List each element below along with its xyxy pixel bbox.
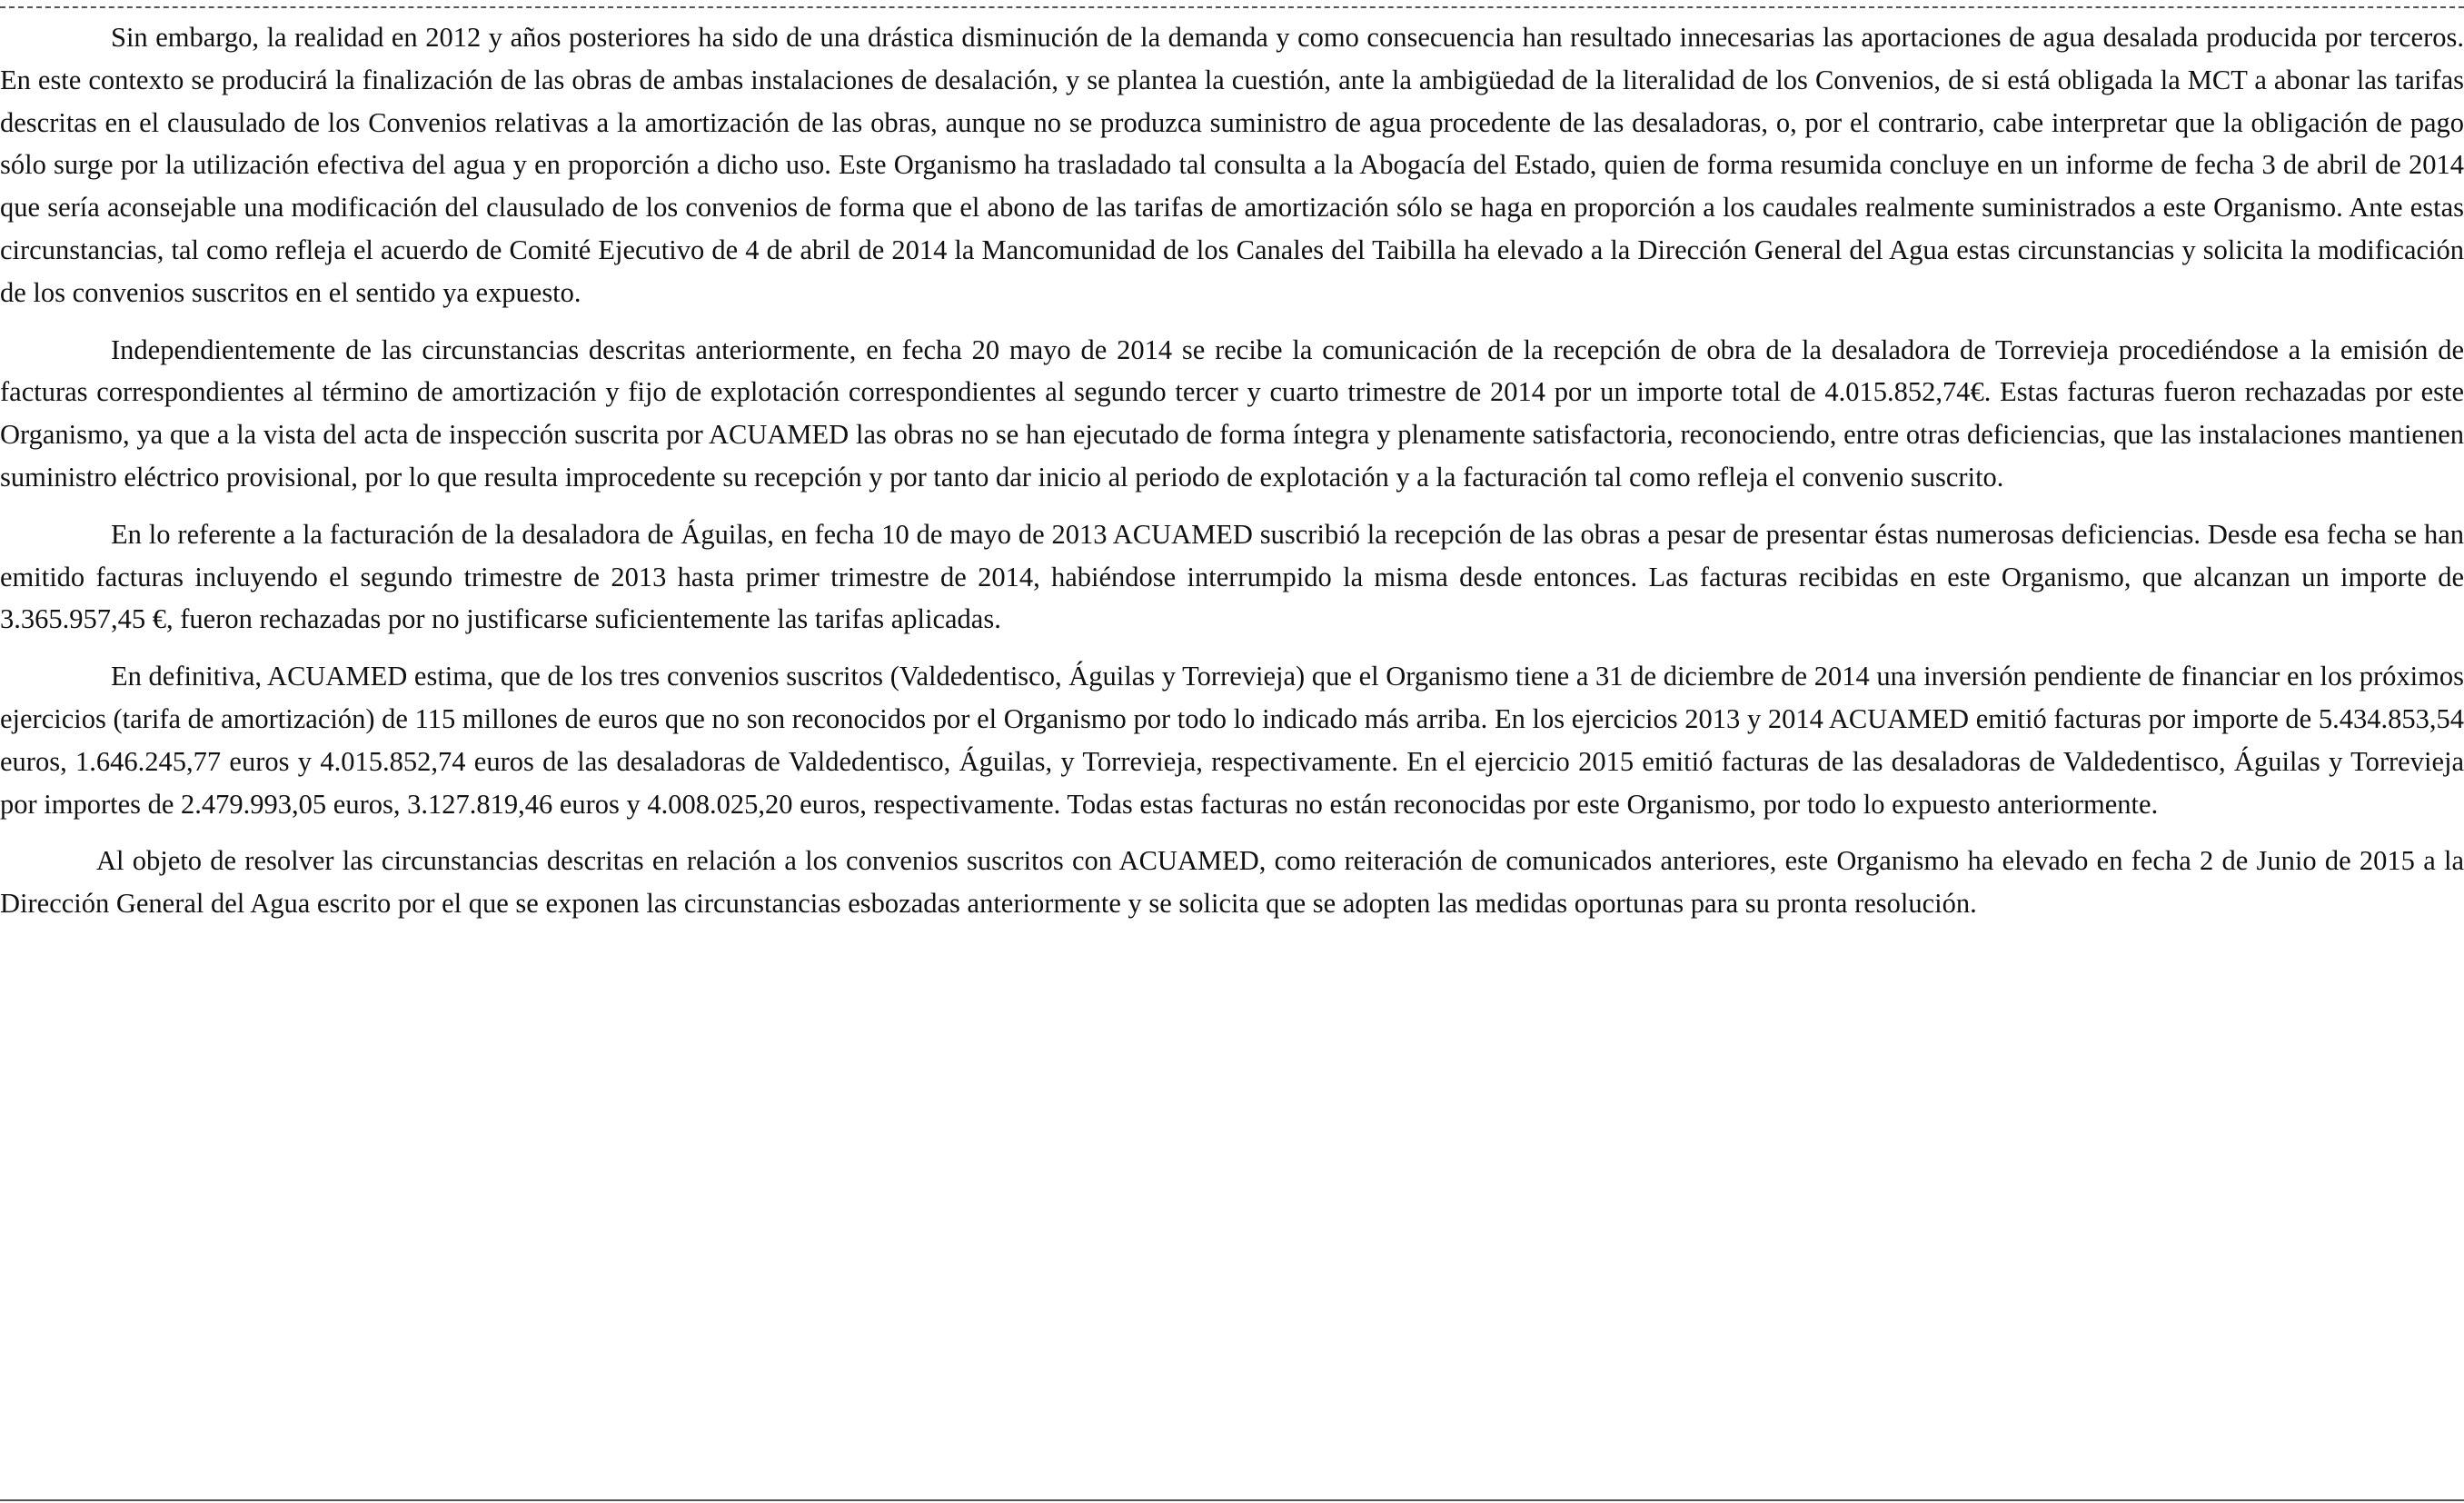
top-dashed-rule <box>0 6 2464 8</box>
paragraph-resolution-request: Al objeto de resolver las circunstancias descritas en relación a los convenios suscritos con ACUAMED, como reiteración de comunicados anteriores, este Organismo ha elevado en fecha 2 de Junio de 2015 a la Dirección General del Agua escrito por el que se exponen las circunstancias esbozadas anteriormente y se solicita que se adopten las medidas oportunas para su pronta resolución. <box>0 845 2464 920</box>
paragraph-demand-decrease: Sin embargo, la realidad en 2012 y años posteriores ha sido de una drástica disminución de la demanda y como consecuencia han resultado innecesarias las aportaciones de agua desalada producida por terceros. En este contexto se producirá la finalización de las obras de ambas instalaciones de desalación, y se plantea la cuestión, ante la ambigüedad de la literalidad de los Convenios, de si está obligada la MCT a abonar las tarifas descritas en el clausulado de los Convenios relativas a la amortización de las obras, aunque no se produzca suministro de agua procedente de las desaladoras, o, por el contrario, cabe interpretar que la obligación de pago sólo surge por la utilización efectiva del agua y en proporción a dicho uso. Este Organismo ha trasladado tal consulta a la Abogacía del Estado, quien de forma resumida concluye en un informe de fecha 3 de abril de 2014 que sería aconsejable una modificación del clausulado de los convenios de forma que el abono de las tarifas de amortización sólo se haga en proporción a los caudales realmente suministrados a este Organismo. Ante estas circunstancias, tal como refleja el acuerdo de Comité Ejecutivo de 4 de abril de 2014 la Mancomunidad de los Canales del Taibilla ha elevado a la Dirección General del Agua estas circunstancias y solicita la modificación de los convenios suscritos en el sentido ya expuesto. <box>0 22 2464 308</box>
bottom-rule <box>0 1499 2464 1501</box>
paragraph-acuamed-investment: En definitiva, ACUAMED estima, que de los tres convenios suscritos (Valdedentisco, Águilas y Torrevieja) que el Organismo tiene a 31 de diciembre de 2014 una inversión pendiente de financiar en los próximos ejercicios (tarifa de amortización) de 115 millones de euros que no son reconocidos por el Organismo por todo lo indicado más arriba. En los ejercicios 2013 y 2014 ACUAMED emitió facturas por importe de 5.434.853,54 euros, 1.646.245,77 euros y 4.015.852,74 euros de las desaladoras de Valdedentisco, Águilas, y Torrevieja, respectivamente. En el ejercicio 2015 emitió facturas de las desaladoras de Valdedentisco, Águilas y Torrevieja por importes de 2.479.993,05 euros, 3.127.819,46 euros y 4.008.025,20 euros, respectivamente. Todas estas facturas no están reconocidas por este Organismo, por todo lo expuesto anteriormente. <box>0 661 2464 820</box>
paragraph-aguilas-invoices: En lo referente a la facturación de la desaladora de Águilas, en fecha 10 de mayo de 2013 ACUAMED suscribió la recepción de las obras a pesar de presentar éstas numerosas deficiencias. Desde esa fecha se han emitido facturas incluyendo el segundo trimestre de 2013 hasta primer trimestre de 2014, habiéndose interrumpido la misma desde entonces. Las facturas recibidas en este Organismo, que alcanzan un importe de 3.365.957,45 €, fueron rechazadas por no justificarse suficientemente las tarifas aplicadas. <box>0 518 2464 635</box>
paragraph-torrevieja-invoices: Independientemente de las circunstancias descritas anteriormente, en fecha 20 mayo de 2014 se recibe la comunicación de la recepción de obra de la desaladora de Torrevieja procediéndose a la emisión de facturas correspondientes al término de amortización y fijo de explotación correspondientes al segundo tercer y cuarto trimestre de 2014 por un importe total de 4.015.852,74€. Estas facturas fueron rechazadas por este Organismo, ya que a la vista del acta de inspección suscrita por ACUAMED las obras no se han ejecutado de forma íntegra y plenamente satisfactoria, reconociendo, entre otras deficiencias, que las instalaciones mantienen suministro eléctrico provisional, por lo que resulta improcedente su recepción y por tanto dar inicio al periodo de explotación y a la facturación tal como refleja el convenio suscrito. <box>0 333 2464 493</box>
document-body <box>0 16 2464 940</box>
